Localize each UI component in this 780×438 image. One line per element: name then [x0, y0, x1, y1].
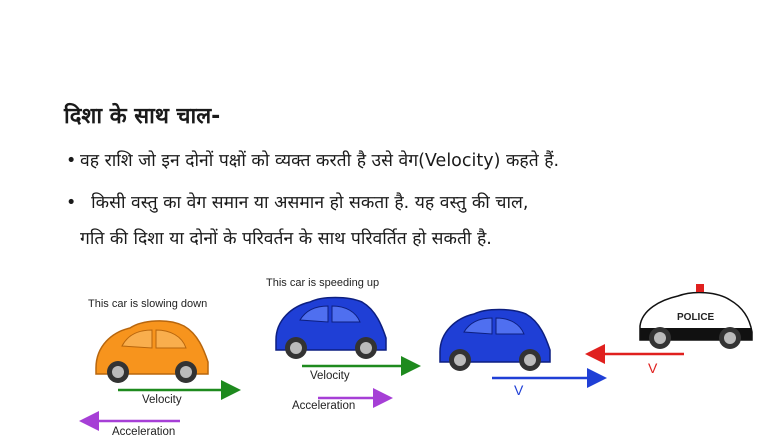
bullet-1-text: वह राशि जो इन दोनों पक्षों को व्यक्त करती है उसे वेग(Velocity) कहते हैं.: [80, 151, 560, 171]
bullet-2-text: किसी वस्तु का वेग समान या असमान हो सकता है. यह वस्तु की चाल,: [91, 193, 529, 213]
bullet-dot: •: [66, 193, 77, 213]
slide-title: दिशा के साथ चाल-: [64, 104, 221, 129]
blue-car-1: [276, 298, 386, 360]
speeding-caption: This car is speeding up: [266, 277, 380, 289]
v-label-red: V: [648, 360, 658, 376]
orange-car: [96, 321, 208, 383]
v-label-blue: V: [514, 382, 524, 398]
velocity-label-2: Velocity: [310, 370, 350, 382]
bullet-1: [66, 148, 559, 174]
police-label: POLICE: [677, 312, 715, 323]
motion-illustration: [0, 270, 780, 431]
bullet-dot: •: [66, 151, 77, 171]
slowing-caption: This car is slowing down: [88, 298, 208, 310]
bullet-2-continuation: गति की दिशा या दोनों के परिवर्तन के साथ परिवर्तित हो सकती है.: [80, 229, 492, 249]
velocity-label-1: Velocity: [142, 394, 182, 406]
blue-car-2: [440, 310, 550, 372]
bullet-2: [66, 190, 676, 216]
acceleration-label-2: Acceleration: [292, 400, 356, 412]
acceleration-label-1: Acceleration: [112, 426, 176, 438]
